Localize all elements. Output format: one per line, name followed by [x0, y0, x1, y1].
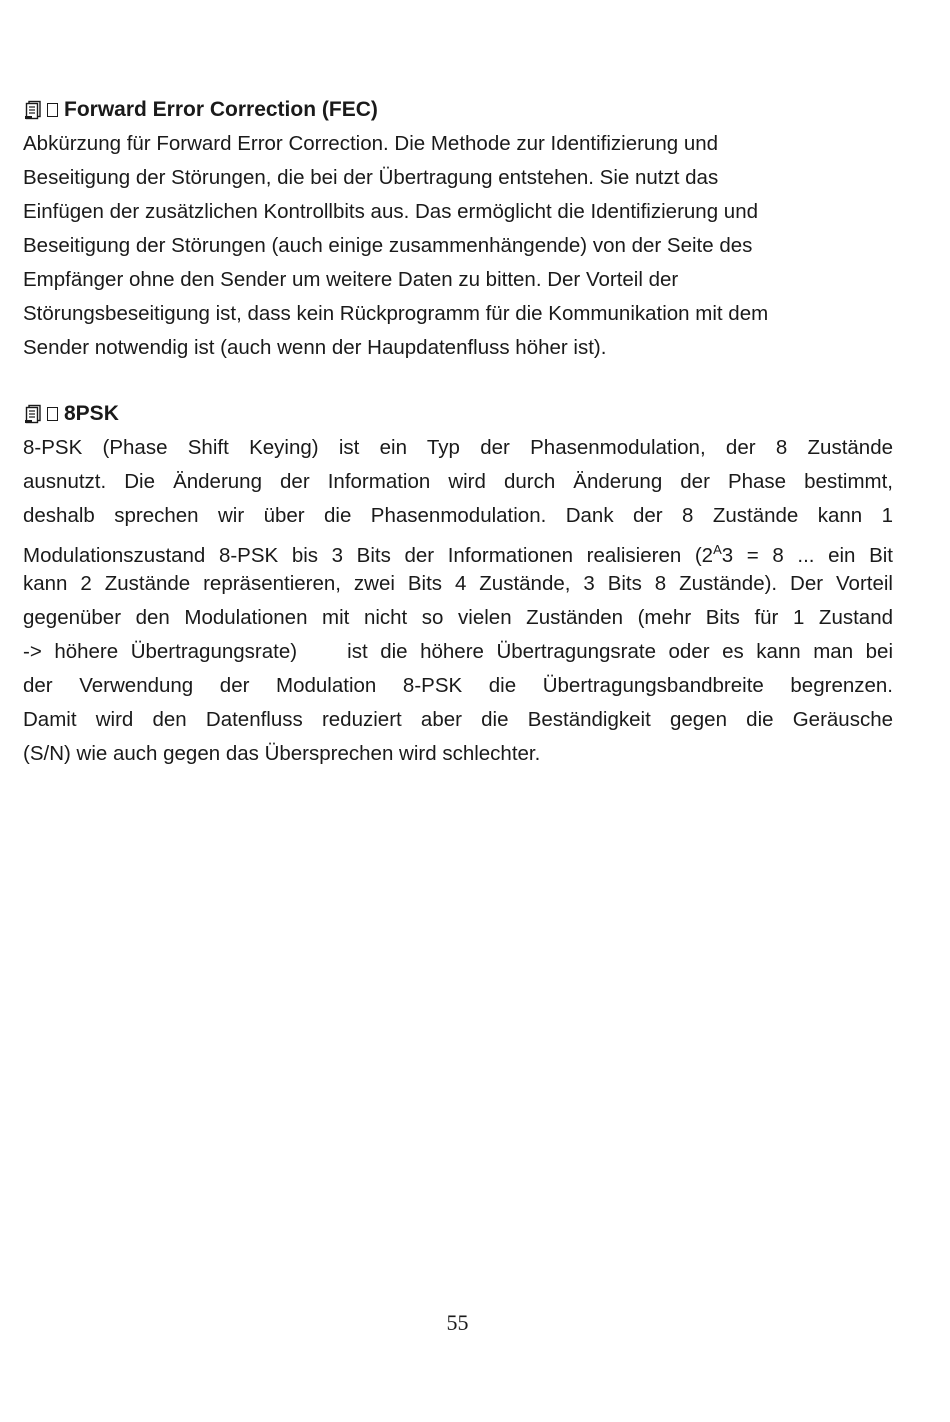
- paragraph-line: Empfänger ohne den Sender um weitere Daten zu bitten. Der Vorteil der: [23, 268, 679, 291]
- paragraph-line: Beseitigung der Störungen, die bei der Übertragung entstehen. Sie nutzt das: [23, 166, 719, 189]
- section-heading: [23, 397, 893, 431]
- line-text-after: 3 = 8 ... ein Bit: [721, 543, 893, 567]
- checkbox-glyph-icon: [47, 103, 58, 117]
- paragraph-line: 8-PSK (Phase Shift Keying) ist ein Typ der Phasenmodulation, der 8 Zustände: [23, 436, 893, 459]
- page-number: 55: [446, 1310, 469, 1335]
- paragraph-line: [23, 533, 893, 567]
- book-pages-icon: [23, 404, 43, 424]
- paragraph-line: Abkürzung für Forward Error Correction. Die Methode zur Identifizierung und: [23, 132, 719, 155]
- superscript: A: [713, 542, 722, 557]
- paragraph-line: (S/N) wie auch gegen das Übersprechen wird schlechter.: [23, 742, 541, 765]
- paragraph-line: der Verwendung der Modulation 8-PSK die Übertragungsbandbreite begrenzen.: [23, 674, 893, 697]
- paragraph-line: -> höhere Übertragungsrate) ist die höhere Übertragungsrate oder es kann man bei: [23, 640, 893, 663]
- book-pages-icon: [23, 100, 43, 120]
- paragraph-line: Sender notwendig ist (auch wenn der Haupdatenfluss höher ist).: [23, 336, 607, 359]
- paragraph-line: kann 2 Zustände repräsentieren, zwei Bits 4 Zustände, 3 Bits 8 Zustände). Der Vorteil: [23, 572, 893, 595]
- section-heading: [23, 93, 893, 127]
- checkbox-glyph-icon: [47, 407, 58, 421]
- paragraph-line: gegenüber den Modulationen mit nicht so vielen Zuständen (mehr Bits für 1 Zustand: [23, 606, 893, 629]
- section-8psk: [23, 397, 893, 771]
- line-text-before: Modulationszustand 8-PSK bis 3 Bits der Informationen realisieren (2: [23, 543, 714, 567]
- paragraph-line: Damit wird den Datenfluss reduziert aber die Beständigkeit gegen die Geräusche: [23, 708, 893, 731]
- section-title: 8PSK: [64, 402, 119, 425]
- section-title: Forward Error Correction (FEC): [64, 98, 378, 121]
- paragraph-line: ausnutzt. Die Änderung der Information wird durch Änderung der Phase bestimmt,: [23, 470, 893, 493]
- paragraph-line: Störungsbeseitigung ist, dass kein Rückprogramm für die Kommunikation mit dem: [23, 302, 769, 325]
- paragraph-line: Beseitigung der Störungen (auch einige zusammenhängende) von der Seite des: [23, 234, 753, 257]
- section-fec: [23, 93, 893, 365]
- paragraph-line: Einfügen der zusätzlichen Kontrollbits aus. Das ermöglicht die Identifizierung und: [23, 200, 758, 223]
- paragraph-line: deshalb sprechen wir über die Phasenmodulation. Dank der 8 Zustände kann 1: [23, 504, 893, 527]
